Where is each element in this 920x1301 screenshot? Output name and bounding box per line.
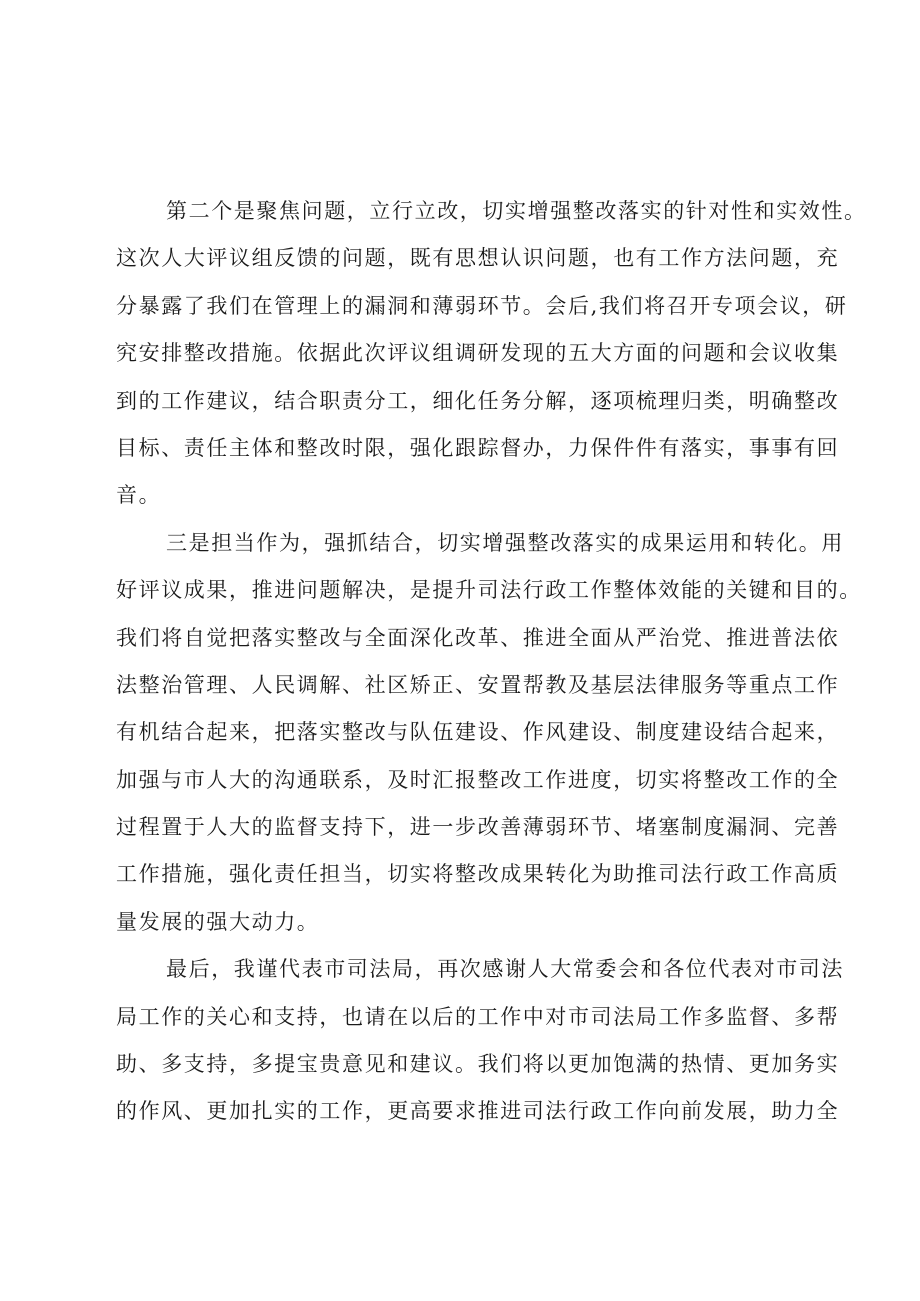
paragraph-4-line-2: 局工作的关心和支持，也请在以后的工作中对市司法局工作多监督、多帮 bbox=[116, 1004, 840, 1029]
paragraph-3-line-5: 有机结合起来，把落实整改与队伍建设、作风建设、制度建设结合起来， bbox=[116, 720, 840, 745]
paragraph-4-line-4: 的作风、更加扎实的工作，更高要求推进司法行政工作向前发展，助力全 bbox=[116, 1099, 840, 1124]
paragraph-2-line-7: 音。 bbox=[116, 483, 162, 508]
paragraph-3-line-7: 过程置于人大的监督支持下，进一步改善薄弱环节、堵塞制度漏洞、完善 bbox=[116, 815, 840, 840]
paragraph-3-line-4: 法整治管理、人民调解、社区矫正、安置帮教及基层法律服务等重点工作 bbox=[116, 672, 840, 697]
paragraph-4-line-3: 助、多支持，多提宝贵意见和建议。我们将以更加饱满的热情、更加务实 bbox=[116, 1052, 840, 1077]
paragraph-3-line-3: 我们将自觉把落实整改与全面深化改革、推进全面从严治党、推进普法依 bbox=[116, 625, 840, 650]
paragraph-2-line-2: 这次人大评议组反馈的问题，既有思想认识问题，也有工作方法问题，充 bbox=[116, 246, 840, 271]
paragraph-2-line-4: 究安排整改措施。依据此次评议组调研发现的五大方面的问题和会议收集 bbox=[116, 341, 840, 366]
paragraph-2-line-6: 目标、责任主体和整改时限，强化跟踪督办，力保件件有落实，事事有回 bbox=[116, 435, 840, 460]
paragraph-3-line-2: 好评议成果，推进问题解决，是提升司法行政工作整体效能的关键和目的。 bbox=[116, 578, 862, 603]
paragraph-3-line-9: 量发展的强大动力。 bbox=[116, 909, 320, 934]
paragraph-2-line-3: 分暴露了我们在管理上的漏洞和薄弱环节。会后,我们将召开专项会议，研 bbox=[116, 293, 848, 318]
paragraph-2-line-1: 第二个是聚焦问题，立行立改，切实增强整改落实的针对性和实效性。 bbox=[166, 199, 867, 223]
paragraph-3-line-8: 工作措施，强化责任担当，切实将整改成果转化为助推司法行政工作高质 bbox=[116, 862, 840, 887]
paragraph-3-line-1: 三是担当作为，强抓结合，切实增强整改落实的成果运用和转化。用 bbox=[166, 530, 844, 555]
paragraph-4-line-1: 最后，我谨代表市司法局，再次感谢人大常委会和各位代表对市司法 bbox=[166, 957, 844, 982]
paragraph-3-line-6: 加强与市人大的沟通联系，及时汇报整改工作进度，切实将整改工作的全 bbox=[116, 767, 840, 792]
body-text bbox=[116, 188, 867, 1136]
paragraph-2-line-5: 到的工作建议，结合职责分工，细化任务分解，逐项梳理归类，明确整改 bbox=[116, 388, 840, 413]
